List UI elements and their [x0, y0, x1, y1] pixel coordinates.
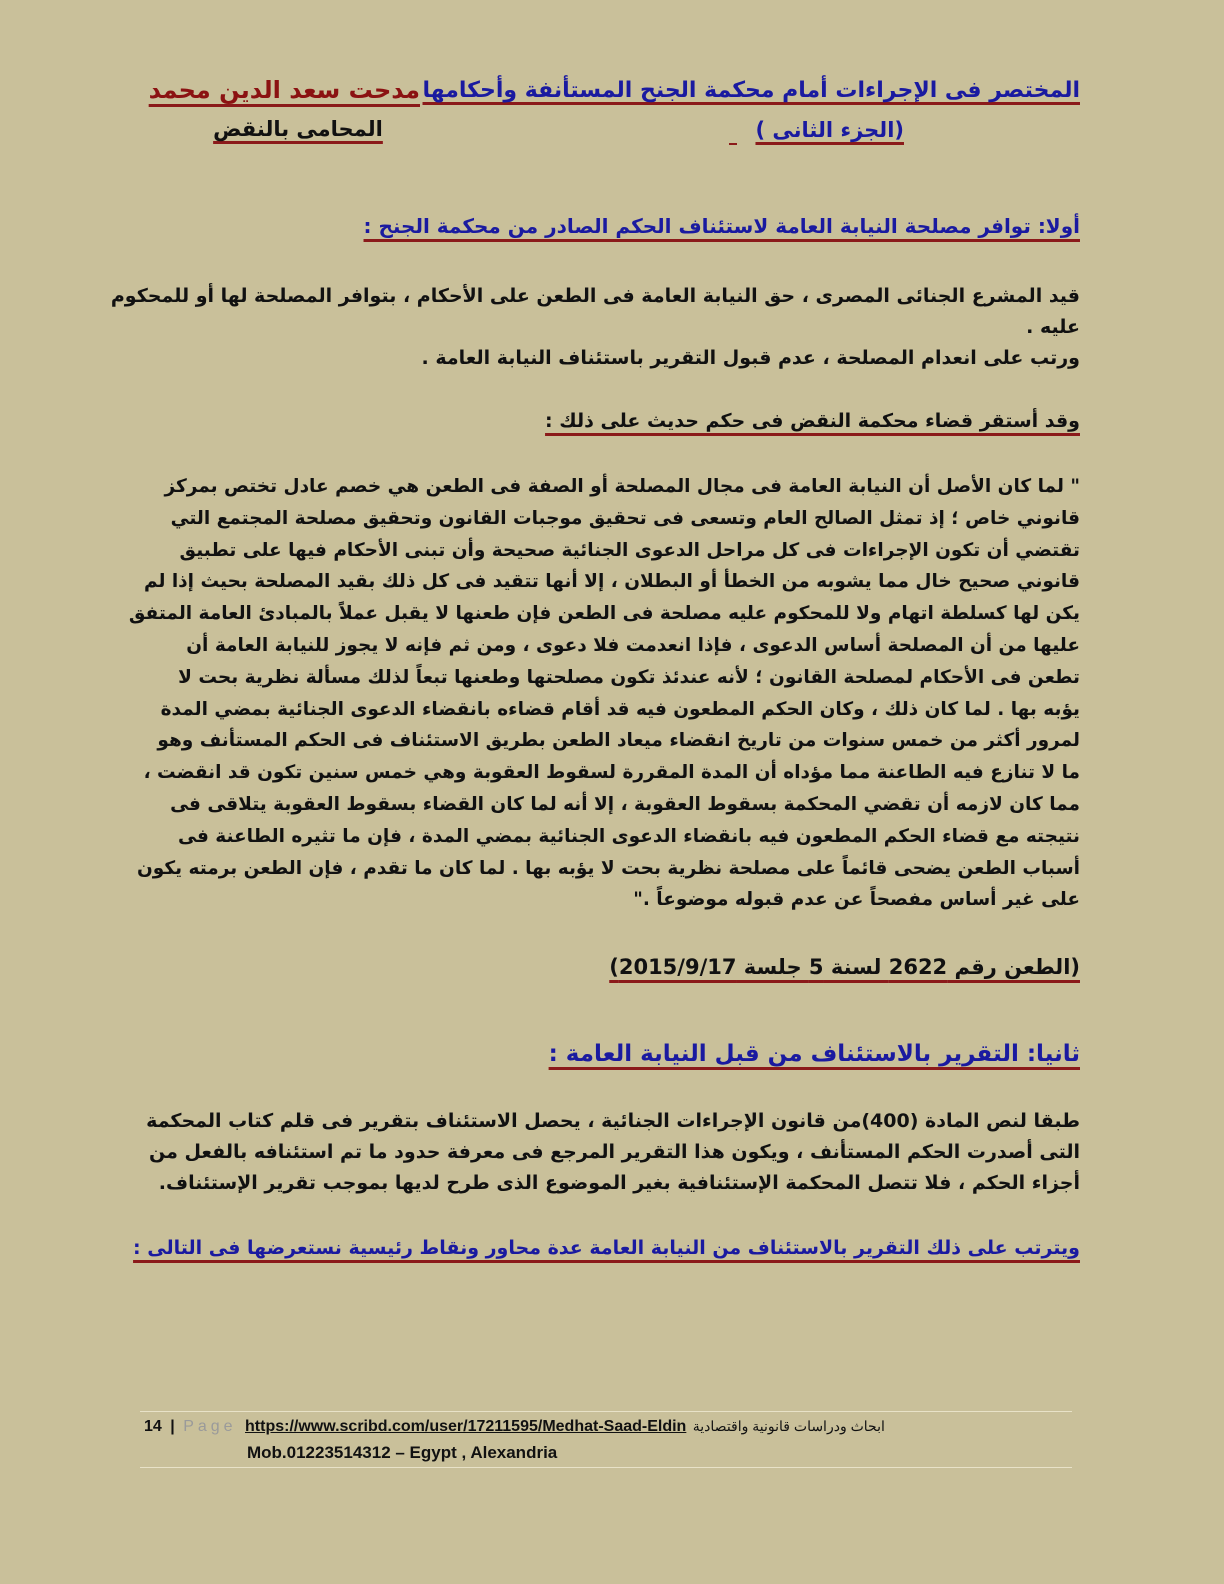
section2-line: أجزاء الحكم ، فلا تتصل المحكمة الإستئنافية بغير الموضوع الذى طرح لديها بموجب تقرير الإستئناف. — [158, 1172, 1080, 1194]
ruling-line: يؤبه بها . لما كان ذلك ، وكان الحكم المطعون فيه قد أقام قضاءه بانقضاء الدعوى الجنائية بمضي المدة — [160, 698, 1080, 720]
section1-heading: أولا: توافر مصلحة النيابة العامة لاستئناف الحكم الصادر من محكمة الجنح : — [363, 214, 1080, 238]
ruling-line: ما لا تنازع فيه الطاعنة مما مؤداه أن المدة المقررة لسقوط العقوبة وهي خمس سنين تكون قد انقضت ، — [143, 762, 1080, 784]
section2-line: طبقا لنص المادة (400)من قانون الإجراءات الجنائية ، يحصل الاستئناف بتقرير فى قلم كتاب المحكمة — [146, 1110, 1080, 1132]
footer-contact: Mob.01223514312 – Egypt , Alexandria — [247, 1443, 558, 1462]
page-word: Page — [183, 1418, 237, 1435]
section1-heading-block — [364, 210, 1080, 242]
ruling-line: مما كان لازمه أن تقضي المحكمة بسقوط العقوبة ، إلا أنه لما كان القضاء بسقوط العقوبة يتلاقى فى — [170, 793, 1080, 815]
book-part: (الجزء الثانى ) — [755, 118, 904, 142]
citation: (الطعن رقم 2622 لسنة 5 جلسة 2015/9/17) — [609, 955, 1080, 979]
ruling-line: قانوني خاص ؛ إذ تمثل الصالح العام وتسعى فى تحقيق موجبات القانون وتحقيق مصلحة المجتمع التي — [170, 507, 1080, 529]
page-separator: | — [170, 1418, 175, 1435]
section2-heading-block — [549, 1038, 1080, 1070]
ruling-line: أسباب الطعن يضحى قائماً على مصلحة نظرية بحت لا يؤبه بها . لما كان ما تقدم ، فإن الطعن برمته يكون — [137, 857, 1080, 879]
citation-block — [609, 951, 1080, 983]
court-heading-block — [545, 405, 1080, 437]
ruling-line: نتيجته مع قضاء الحكم المطعون فيه بانقضاء الدعوى الجنائية بمضي المدة ، فإن ما تثيره الطاعنة فى — [178, 825, 1080, 847]
header-dash — [729, 143, 737, 145]
author-name: مدحت سعد الدين محمد — [148, 76, 420, 104]
ruling-line: على غير أساس مفصحاً عن عدم قبوله موضوعاً ." — [633, 889, 1080, 911]
footer-arabic-caption: ابحاث ودراسات قانونية واقتصادية — [692, 1418, 885, 1434]
ruling-line: عليها من أن المصلحة أساس الدعوى ، فإذا انعدمت فلا دعوى ، ومن ثم فإنه لا يجوز للنيابة العامة أن — [186, 634, 1080, 656]
court-heading: وقد أستقر قضاء محكمة النقض فى حكم حديث على ذلك : — [545, 410, 1080, 432]
intro-line: قيد المشرع الجنائى المصرى ، حق النيابة العامة فى الطعن على الأحكام ، بتوافر المصلحة لها أو للمحكوم — [110, 285, 1080, 307]
footer-line — [144, 1418, 885, 1436]
ruling-line: تطعن فى الأحكام لمصلحة القانون ؛ لأنه عندئذ تكون مصلحتها وطعنها تبعاً لذلك مسألة نظرية بحت لا — [178, 666, 1080, 688]
page-number: 14 — [144, 1418, 162, 1435]
ruling-line: لمرور أكثر من خمس سنوات من تاريخ انقضاء ميعاد الطعن بطريق الاستئناف فى الحكم المستأنف وهو — [157, 730, 1080, 752]
section1-intro — [111, 281, 1080, 374]
closing-heading: ويترتب على ذلك التقرير بالاستئناف من النيابة العامة عدة محاور ونقاط رئيسية نستعرضها فى التالى : — [133, 1237, 1080, 1259]
section2-heading: ثانيا: التقرير بالاستئناف من قبل النيابة العامة : — [548, 1041, 1080, 1067]
footer-rule-top — [140, 1411, 1072, 1412]
footer-url-link[interactable]: https://www.scribd.com/user/17211595/Medhat-Saad-Eldin — [245, 1418, 687, 1435]
closing-heading-block — [133, 1232, 1080, 1264]
intro-line: عليه . — [1026, 316, 1080, 338]
ruling-line: يكن لها كسلطة اتهام ولا للمحكوم عليه مصلحة فى الطعن فإن طعنها لا يقبل عملاً بالمبادئ العامة المتفق — [128, 603, 1080, 625]
footer-rule-bottom — [140, 1467, 1072, 1468]
intro-line: ورتب على انعدام المصلحة ، عدم قبول التقرير باستئناف النيابة العامة . — [421, 347, 1080, 369]
book-title: المختصر فى الإجراءات أمام محكمة الجنح المستأنفة وأحكامها — [422, 78, 1080, 103]
ruling-line: تقتضي أن تكون الإجراءات فى كل مراحل الدعوى الجنائية صحيحة وأن تبنى الأحكام فيها على تطبيق — [179, 539, 1080, 561]
section2-line: التى أصدرت الحكم المستأنف ، ويكون هذا التقرير المرجع فى معرفة حدود ما تم استئنافه بالفعل من — [148, 1141, 1080, 1163]
ruling-line: قانوني صحيح خال مما يشوبه من الخطأ أو البطلان ، إلا أنها تتقيد فى كل ذلك بقيد المصلحة بحيث إذا لم — [143, 571, 1080, 593]
author-role: المحامى بالنقض — [213, 117, 383, 141]
section2-body — [146, 1106, 1080, 1199]
ruling-quote — [129, 471, 1080, 916]
ruling-line: " لما كان الأصل أن النيابة العامة فى مجال المصلحة أو الصفة فى الطعن هي خصم عادل تختص بمركز — [164, 476, 1080, 497]
